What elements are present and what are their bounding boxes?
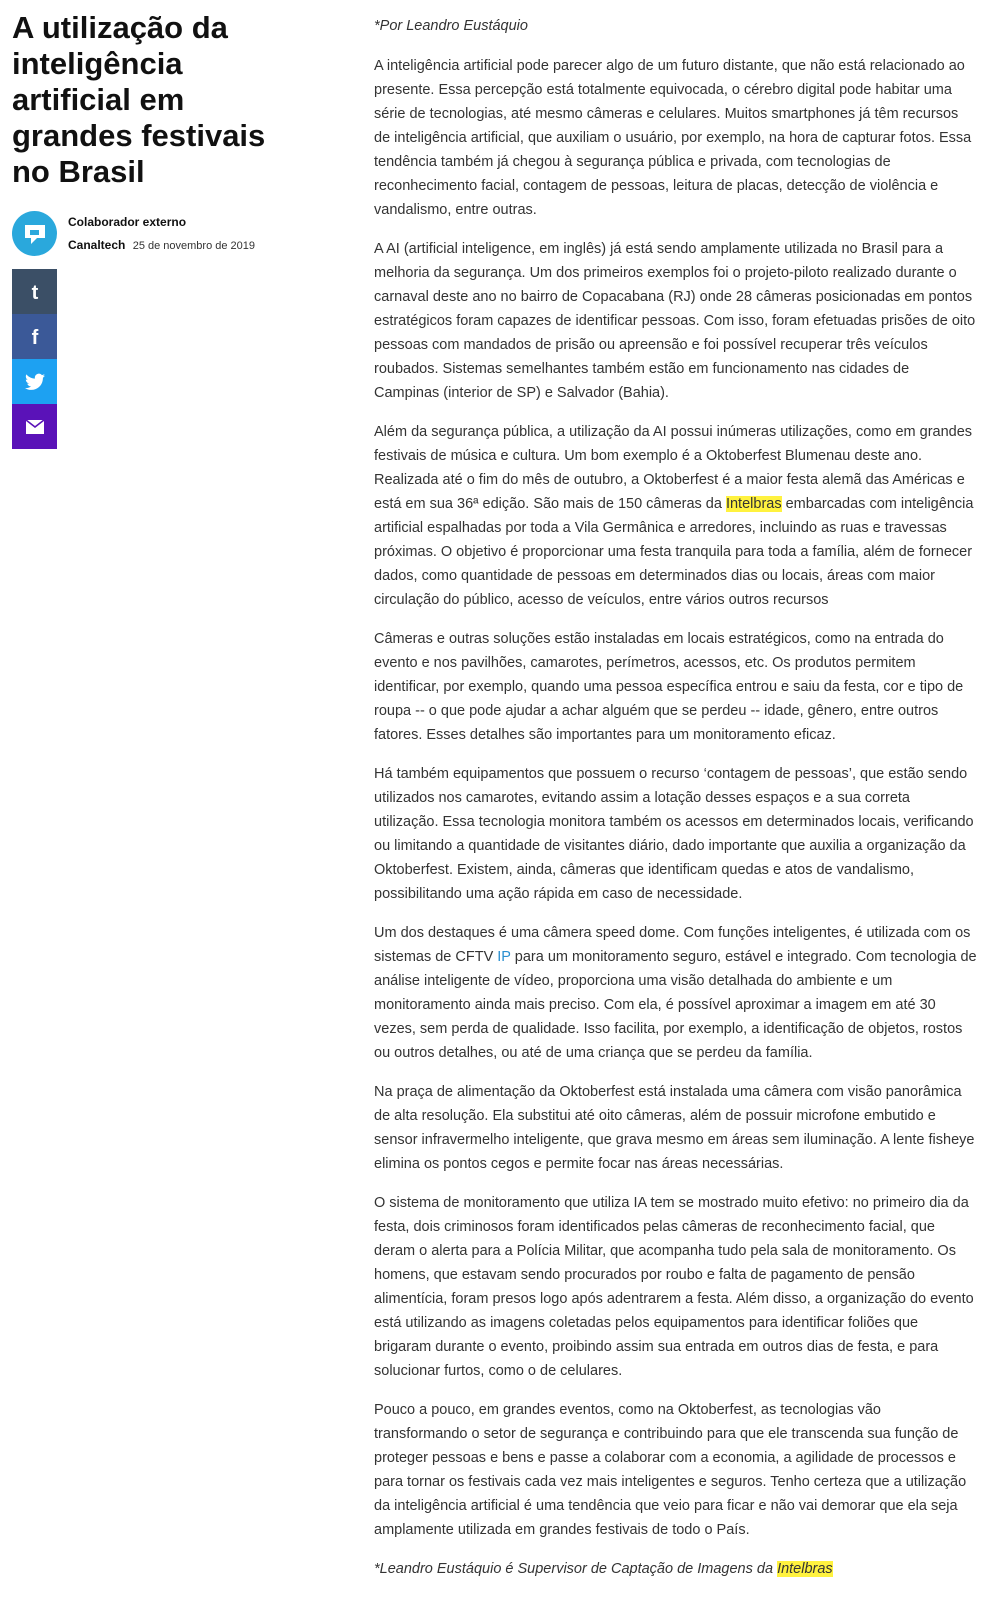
facebook-icon — [26, 327, 44, 347]
svg-text:t: t — [31, 281, 38, 302]
paragraph-6-text-a: Um dos destaques é uma câmera speed dome. Com funções inteligentes, é utilizada com os sistemas de CFTV — [374, 925, 971, 965]
author-organization[interactable]: Canaltech — [68, 238, 126, 252]
share-bar — [12, 269, 57, 449]
paragraph-2: A AI (artificial inteligence, em inglês) já está sendo amplamente utilizada no Brasil para a melhoria da segurança. Um dos primeiros exemplos foi o projeto-piloto realizado durante o carnaval deste ano no bairro de Copacabana (RJ) onde 28 câmeras posicionadas em pontos estratégicos foram capazes de identificar pessoas. Com isso, foram efetuadas prisões de oito pessoas com mandados de prisão ou apreensão e foi possível recuperar três veículos roubados. Sistemas semelhantes também estão em funcionamento nas cidades de Campinas (interior de SP) e Salvador (Bahia). — [374, 241, 976, 401]
intelbras-highlight[interactable]: Intelbras — [725, 496, 782, 512]
email-icon — [26, 420, 44, 434]
paragraph-6-text-b: para um monitoramento seguro, estável e integrado. Com tecnologia de análise inteligente de vídeo, proporciona uma visão detalhada do ambiente e um monitoramento ainda mais preciso. Com ela, é possível aproximar a imagem em até 30 vezes, sem perda de qualidade. Isso facilita, por exemplo, a identificação de objetos, rostos ou outros detalhes, ou até de uma criança que se perdeu da família. — [374, 949, 977, 1061]
paragraph-4: Câmeras e outras soluções estão instaladas em locais estratégicos, como na entrada do evento e nos pavilhões, camarotes, perímetros, acessos, etc. Os produtos permitem identificar, por exemplo, quando uma pessoa específica entrou e saiu da festa, cor e tipo de roupa -- o que pode ajudar a achar alguém que se perdeu -- idade, gênero, entre outros fatores. Esses detalhes são importantes para um monitoramento eficaz. — [374, 631, 964, 743]
author-name[interactable]: Colaborador externo — [68, 215, 187, 229]
paragraph-1: A inteligência artificial pode parecer algo de um futuro distante, que não está relacionado ao presente. Essa percepção está totalmente equivocada, o cérebro digital pode habitar uma série de tecnologias, até mesmo câmeras e celulares. Muitos smartphones já têm recursos de inteligência artificial, que auxiliam o usuário, por exemplo, na hora de capturar fotos. Essa tendência também já chegou à segurança pública e privada, com tecnologias de reconhecimento facial, contagem de pessoas, leitura de placas, detecção de violência e vandalismo, entre outras. — [374, 58, 972, 218]
article-body — [374, 14, 977, 1596]
share-twitter-button[interactable] — [12, 359, 57, 404]
twitter-icon — [25, 373, 45, 391]
author-block — [12, 211, 312, 261]
author-avatar[interactable] — [12, 211, 57, 256]
paragraph-8: O sistema de monitoramento que utiliza IA tem se mostrado muito efetivo: no primeiro dia da festa, dois criminosos foram identificados pelas câmeras de reconhecimento facial, que deram o alerta para a Polícia Militar, que acompanha tudo pela sala de monitoramento. Os homens, que estavam sendo procurados por roubo e falta de pagamento de pensão alimentícia, foram presos logo após adentrarem a festa. Além disso, a organização do evento está utilizando as imagens coletadas pelos equipamentos para identificar foliões que brigaram durante o evento, proibindo assim sua entrada em outros dias de festa, e para solucionar furtos, como o de celulares. — [374, 1195, 974, 1379]
author-meta — [68, 238, 255, 252]
share-facebook-button[interactable] — [12, 314, 57, 359]
paragraph-5: Há também equipamentos que possuem o recurso ‘contagem de pessoas’, que estão sendo utilizados nos camarotes, evitando assim a lotação desses espaços e a sua correta utilização. Essa tecnologia monitora também os acessos em determinados locais, verificando ou limitando a quantidade de visitantes diário, dado importante que auxilia a organização da Oktoberfest. Existem, ainda, câmeras que identificam quedas e atos de vandalismo, possibilitando uma ação rápida em caso de necessidade. — [374, 766, 974, 902]
paragraph-9: Pouco a pouco, em grandes eventos, como na Oktoberfest, as tecnologias vão transformando o setor de segurança e contribuindo para que ele transcenda sua função de proteger pessoas e bens e passe a colaborar com a economia, a agilidade de processos e para tornar os festivais cada vez mais inteligentes e seguros. Tenho certeza que a utilização da inteligência artificial é uma tendência que veio para ficar e não vai demorar que ela seja amplamente utilizada em grandes festivais de todo o País. — [374, 1402, 967, 1538]
ip-link[interactable]: IP — [497, 949, 511, 965]
paragraph-7: Na praça de alimentação da Oktoberfest está instalada uma câmera com visão panorâmica de alta resolução. Ela substitui até oito câmeras, além de possuir microfone embutido e sensor infravermelho inteligente, que grava mesmo em áreas sem iluminação. A lente fisheye elimina os pontos cegos e permite focar nas áreas necessárias. — [374, 1084, 975, 1172]
svg-text:f: f — [31, 326, 38, 347]
paragraph-3-text-a: Além da segurança pública, a utilização da AI possui inúmeras utilizações, como em grandes festivais de música e cultura. Um bom exemplo é a Oktoberfest Blumenau deste ano. Realizada até o fim do mês de outubro, a Oktoberfest é a maior festa alemã das Américas e está em sua 36ª edição. São mais de 150 câmeras da — [374, 424, 973, 512]
article-byline: *Por Leandro Eustáquio — [374, 18, 528, 34]
tumblr-icon — [26, 282, 44, 302]
share-tumblr-button[interactable] — [12, 269, 57, 314]
canaltech-logo-icon — [22, 221, 48, 247]
article-title: A utilização da inteligência artificial em grandes festivais no Brasil — [12, 10, 266, 189]
footnote-intelbras-highlight[interactable]: Intelbras — [777, 1561, 833, 1577]
footnote-text: *Leandro Eustáquio é Supervisor de Captação de Imagens da — [374, 1561, 778, 1577]
publish-date: 25 de novembro de 2019 — [132, 240, 256, 252]
article-header — [12, 10, 312, 347]
share-email-button[interactable] — [12, 404, 57, 449]
paragraph-3 — [374, 420, 977, 612]
paragraph-6 — [374, 921, 977, 1065]
author-footnote — [374, 1557, 977, 1581]
paragraph-3-text-b: embarcadas com inteligência artificial espalhadas por toda a Vila Germânica e arredores, incluindo as ruas e travessas próximas. O objetivo é proporcionar uma festa tranquila para toda a família, além de fornecer dados, como quantidade de pessoas em determinados dias ou locais, áreas com maior circulação do público, acesso de veículos, entre vários outros recursos — [374, 496, 974, 608]
